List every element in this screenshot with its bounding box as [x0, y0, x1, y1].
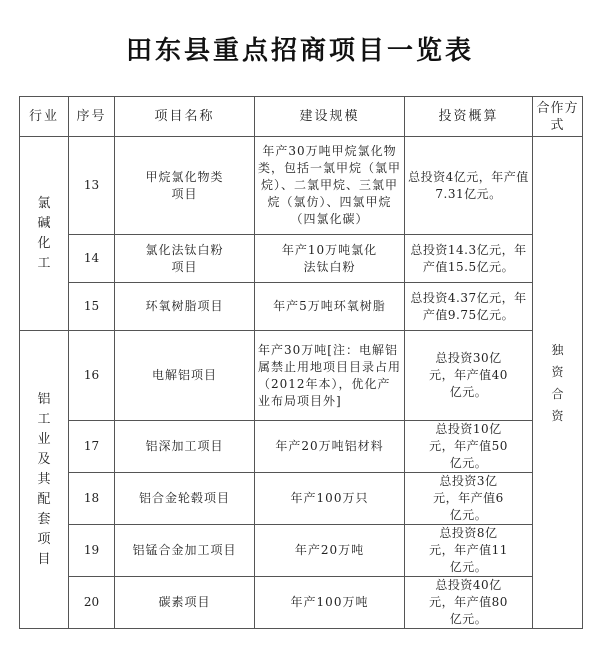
scale-cell: 年产100万吨 [255, 577, 405, 629]
name-cell: 甲烷氯化物类项目 [115, 137, 255, 235]
name-cell: 环氧树脂项目 [115, 283, 255, 331]
table-row [20, 473, 583, 525]
table-row [20, 137, 583, 235]
seq-cell: 18 [69, 473, 115, 525]
scale-cell: 年产10万吨氯化法钛白粉 [255, 235, 405, 283]
seq-cell: 19 [69, 525, 115, 577]
seq-cell: 16 [69, 331, 115, 421]
investment-cell: 总投资40亿元，年产值80亿元。 [405, 577, 533, 629]
seq-cell: 20 [69, 577, 115, 629]
table-row [20, 331, 583, 421]
table-row [20, 235, 583, 283]
scale-cell: 年产30万吨甲烷氯化物类，包括一氯甲烷（氯甲烷）、二氯甲烷、三氯甲烷（氯仿）、四氯甲烷（四氯化碳） [255, 137, 405, 235]
industry-cell: 氯 碱 化 工 [20, 137, 69, 331]
scale-cell: 年产5万吨环氧树脂 [255, 283, 405, 331]
industry-cell: 铝 工 业 及 其 配 套 项 目 [20, 331, 69, 629]
seq-cell: 15 [69, 283, 115, 331]
investment-cell: 总投资10亿元，年产值50亿元。 [405, 421, 533, 473]
scale-cell: 年产20万吨铝材料 [255, 421, 405, 473]
seq-cell: 17 [69, 421, 115, 473]
scale-cell: 年产30万吨[注：电解铝属禁止用地项目目录占用（2012年本），优化产业布局项目外] [255, 331, 405, 421]
header-investment: 投资概算 [405, 97, 533, 137]
header-scale: 建设规模 [255, 97, 405, 137]
investment-cell: 总投资14.3亿元，年产值15.5亿元。 [405, 235, 533, 283]
name-cell: 铝合金轮毂项目 [115, 473, 255, 525]
project-table [19, 96, 583, 629]
cooperation-cell: 独 资 合 资 [533, 137, 583, 629]
header-row [20, 97, 583, 137]
table-row [20, 421, 583, 473]
investment-cell: 总投资30亿元，年产值40亿元。 [405, 331, 533, 421]
header-seq: 序号 [69, 97, 115, 137]
investment-cell: 总投资8亿元，年产值11亿元。 [405, 525, 533, 577]
header-industry: 行业 [20, 97, 69, 137]
name-cell: 铝深加工项目 [115, 421, 255, 473]
page-title: 田东县重点招商项目一览表 [125, 36, 474, 66]
header-method: 合作方式 [533, 97, 583, 137]
table-row [20, 577, 583, 629]
investment-cell: 总投资4.37亿元，年产值9.75亿元。 [405, 283, 533, 331]
name-cell: 氯化法钛白粉项目 [115, 235, 255, 283]
scale-cell: 年产100万只 [255, 473, 405, 525]
seq-cell: 13 [69, 137, 115, 235]
name-cell: 碳素项目 [115, 577, 255, 629]
investment-cell: 总投资3亿元，年产值6亿元。 [405, 473, 533, 525]
header-name: 项目名称 [115, 97, 255, 137]
scale-cell: 年产20万吨 [255, 525, 405, 577]
table-row [20, 283, 583, 331]
investment-cell: 总投资4亿元，年产值7.31亿元。 [405, 137, 533, 235]
name-cell: 电解铝项目 [115, 331, 255, 421]
seq-cell: 14 [69, 235, 115, 283]
name-cell: 铝锰合金加工项目 [115, 525, 255, 577]
table-row [20, 525, 583, 577]
